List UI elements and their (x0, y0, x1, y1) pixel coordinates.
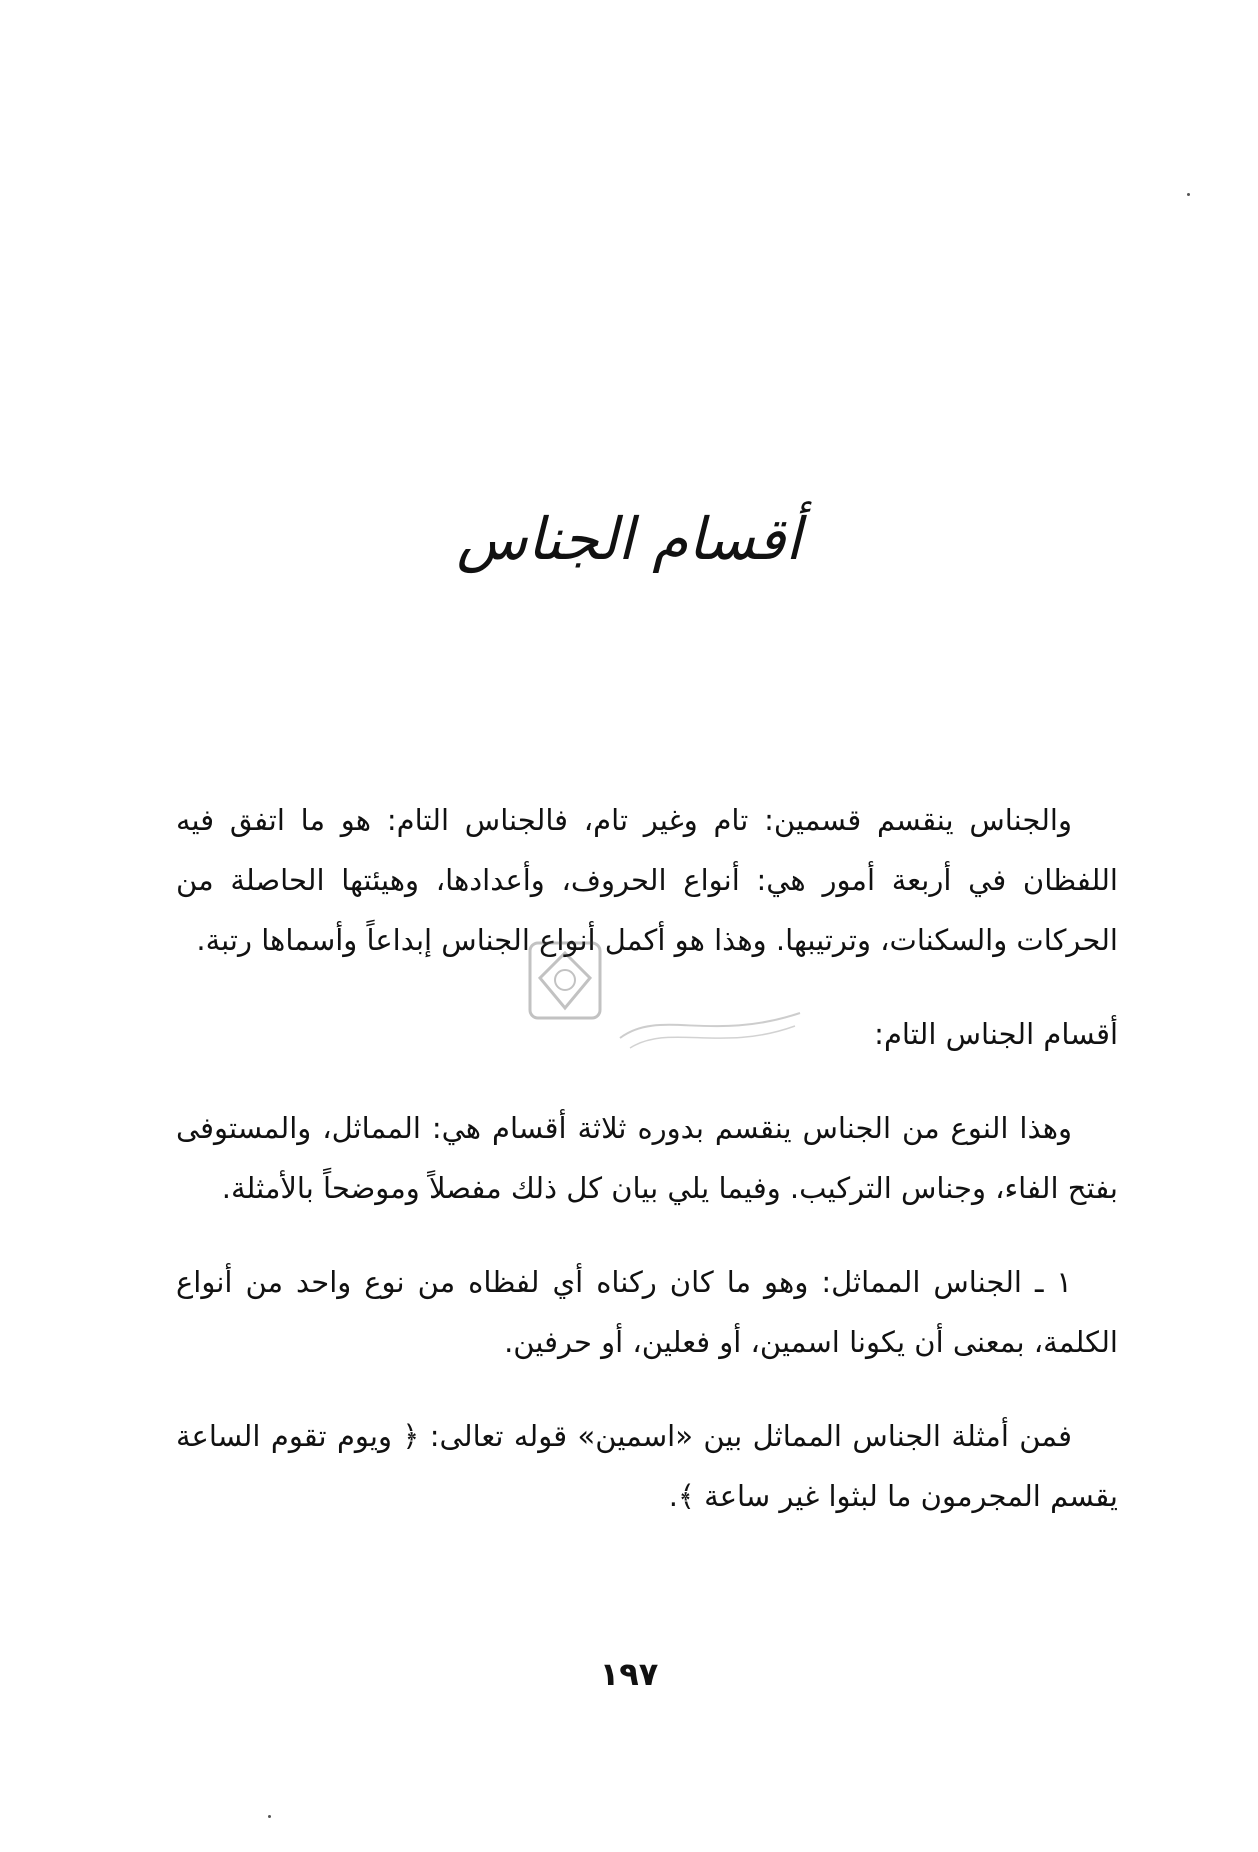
paragraph-example: فمن أمثلة الجناس المماثل بين «اسمين» قوله تعالى: ﴿ ويوم تقوم الساعة يقسم المجرمون ما لبثوا غير ساعة ﴾. (176, 1419, 1118, 1513)
paragraph-mumathil: ١ ـ الجناس المماثل: وهو ما كان ركناه أي لفظاه من نوع واحد من أنواع الكلمة، بمعنى أن يكونا اسمين، أو فعلين، أو حرفين. (176, 1265, 1118, 1359)
body-text (176, 790, 1118, 1560)
chapter-title: أقسام الجناس (456, 505, 802, 573)
scan-speck (268, 1815, 271, 1818)
scan-speck (1187, 193, 1190, 196)
paragraph-definition: والجناس ينقسم قسمين: تام وغير تام، فالجناس التام: هو ما اتفق فيه اللفظان في أربعة أمور هي: أنواع الحروف، وأعدادها، وهيئتها الحاصلة من الحركات والسكنات، وترتيبها. وهذا هو أكمل أنواع الجناس إبداعاً وأسماها رتبة. (176, 803, 1118, 957)
section-subheading: أقسام الجناس التام: (874, 1017, 1118, 1051)
page-number: ١٩٧ (599, 1655, 659, 1693)
paragraph-types: وهذا النوع من الجناس ينقسم بدوره ثلاثة أقسام هي: المماثل، والمستوفى بفتح الفاء، وجناس التركيب. وفيما يلي بيان كل ذلك مفصلاً وموضحاً بالأمثلة. (176, 1111, 1118, 1205)
